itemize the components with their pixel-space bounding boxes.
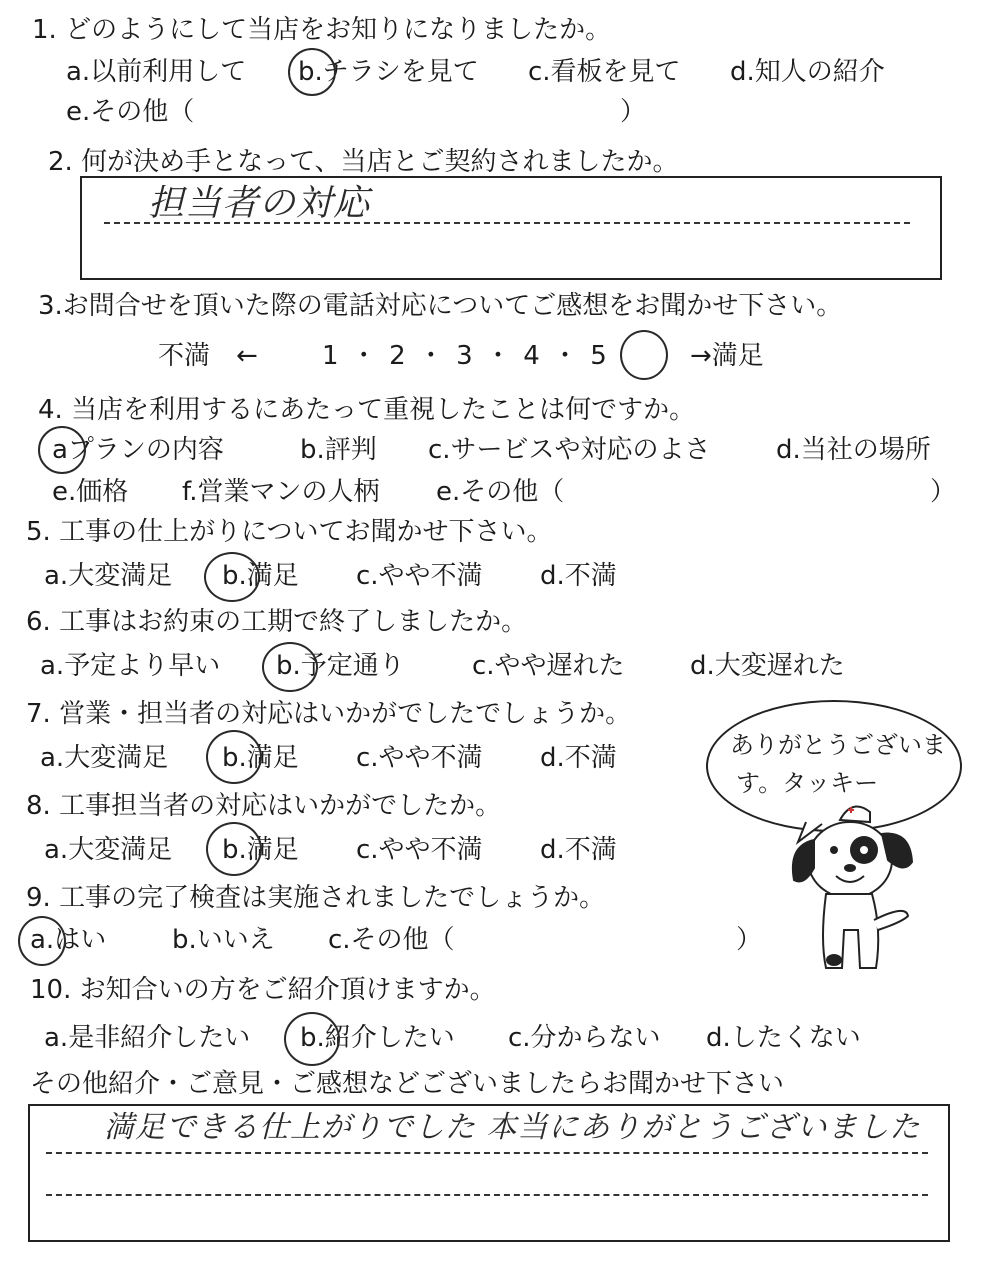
q10-selected-circle: [284, 1012, 340, 1066]
q1-option-c[interactable]: c.看板を見て: [528, 57, 681, 87]
q9-option-b[interactable]: b.いいえ: [172, 925, 275, 955]
q5-option-a[interactable]: a.大変満足: [44, 561, 173, 591]
q4-selected-circle: [38, 426, 86, 474]
comments-line-1: [46, 1152, 928, 1154]
q1-option-e-close: ）: [620, 97, 647, 127]
q6-option-d[interactable]: d.大変遅れた: [690, 651, 845, 681]
q7-option-c[interactable]: c.やや不満: [356, 743, 483, 773]
q3-scale[interactable]: 1 ・ 2 ・ 3 ・ 4 ・ 5: [322, 341, 607, 371]
q5-option-d[interactable]: d.不満: [540, 561, 617, 591]
q1-option-e[interactable]: e.その他（: [66, 97, 195, 127]
q6-question: 6. 工事はお約束の工期で終了しましたか。: [26, 607, 528, 637]
q7-option-d[interactable]: d.不満: [540, 743, 617, 773]
q7-question: 7. 営業・担当者の対応はいかがでしたでしょうか。: [26, 699, 632, 729]
q5-question: 5. 工事の仕上がりについてお聞かせ下さい。: [26, 517, 553, 547]
q4-option-b[interactable]: b.評判: [300, 435, 377, 465]
q6-option-b[interactable]: b.予定通り: [276, 651, 405, 681]
q1-question: 1. どのようにして当店をお知りになりましたか。: [32, 15, 612, 45]
q8-option-b[interactable]: b.満足: [222, 835, 299, 865]
q9-option-a[interactable]: a.はい: [30, 925, 107, 955]
q1-selected-circle: [288, 48, 336, 96]
q8-selected-circle: [206, 822, 262, 876]
q9-option-c-close: ）: [736, 925, 763, 955]
q4-option-c[interactable]: c.サービスや対応のよさ: [428, 435, 711, 465]
q6-option-a[interactable]: a.予定より早い: [40, 651, 221, 681]
q7-selected-circle: [206, 730, 262, 784]
mascot-dog-illustration: [770, 790, 930, 980]
q9-question: 9. 工事の完了検査は実施されましたでしょうか。: [26, 883, 606, 913]
q8-question: 8. 工事担当者の対応はいかがでしたか。: [26, 791, 502, 821]
speech-bubble-line-2: す。タッキー: [736, 769, 879, 797]
q2-question: 2. 何が決め手となって、当店とご契約されましたか。: [48, 147, 679, 177]
q9-selected-circle: [18, 916, 66, 966]
q4-option-f[interactable]: f.営業マンの人柄: [182, 477, 380, 507]
q3-scale-low: 不満 ←: [158, 341, 258, 371]
q10-question: 10. お知合いの方をご紹介頂けますか。: [30, 975, 496, 1005]
q10-option-b[interactable]: b.紹介したい: [300, 1023, 455, 1053]
q5-option-c[interactable]: c.やや不満: [356, 561, 483, 591]
q6-option-c[interactable]: c.やや遅れた: [472, 651, 625, 681]
q7-option-a[interactable]: a.大変満足: [40, 743, 169, 773]
q9-option-c[interactable]: c.その他（: [328, 925, 455, 955]
speech-bubble-line-1: ありがとうございま: [730, 731, 946, 759]
q4-option-other-close: ）: [930, 477, 957, 507]
comments-line-2: [46, 1194, 928, 1196]
q4-option-d[interactable]: d.当社の場所: [776, 435, 931, 465]
q10-option-d[interactable]: d.したくない: [706, 1023, 861, 1053]
comments-answer: 満足できる仕上がりでした 本当にありがとうございました: [104, 1110, 921, 1145]
q8-option-d[interactable]: d.不満: [540, 835, 617, 865]
q4-option-e[interactable]: e.価格: [52, 477, 129, 507]
q10-option-a[interactable]: a.是非紹介したい: [44, 1023, 251, 1053]
q2-answer: 担当者の対応: [148, 183, 371, 224]
q3-selected-circle: [620, 330, 668, 380]
q10-option-c[interactable]: c.分からない: [508, 1023, 661, 1053]
q1-option-d[interactable]: d.知人の紹介: [730, 57, 885, 87]
q3-scale-high: →満足: [690, 341, 764, 371]
q3-question: 3.お問合せを頂いた際の電話対応についてご感想をお聞かせ下さい。: [38, 291, 843, 321]
q5-selected-circle: [204, 552, 260, 602]
q4-question: 4. 当店を利用するにあたって重視したことは何ですか。: [38, 395, 696, 425]
q8-option-c[interactable]: c.やや不満: [356, 835, 483, 865]
q4-option-a[interactable]: aプランの内容: [52, 435, 224, 465]
q5-option-b[interactable]: b.満足: [222, 561, 299, 591]
q1-option-a[interactable]: a.以前利用して: [66, 57, 247, 87]
q1-option-b[interactable]: b.チラシを見て: [298, 57, 479, 87]
q4-option-other[interactable]: e.その他（: [436, 477, 565, 507]
q7-option-b[interactable]: b.満足: [222, 743, 299, 773]
q8-option-a[interactable]: a.大変満足: [44, 835, 173, 865]
comments-prompt: その他紹介・ご意見・ご感想などございましたらお聞かせ下さい: [30, 1069, 785, 1099]
q6-selected-circle: [262, 642, 318, 692]
